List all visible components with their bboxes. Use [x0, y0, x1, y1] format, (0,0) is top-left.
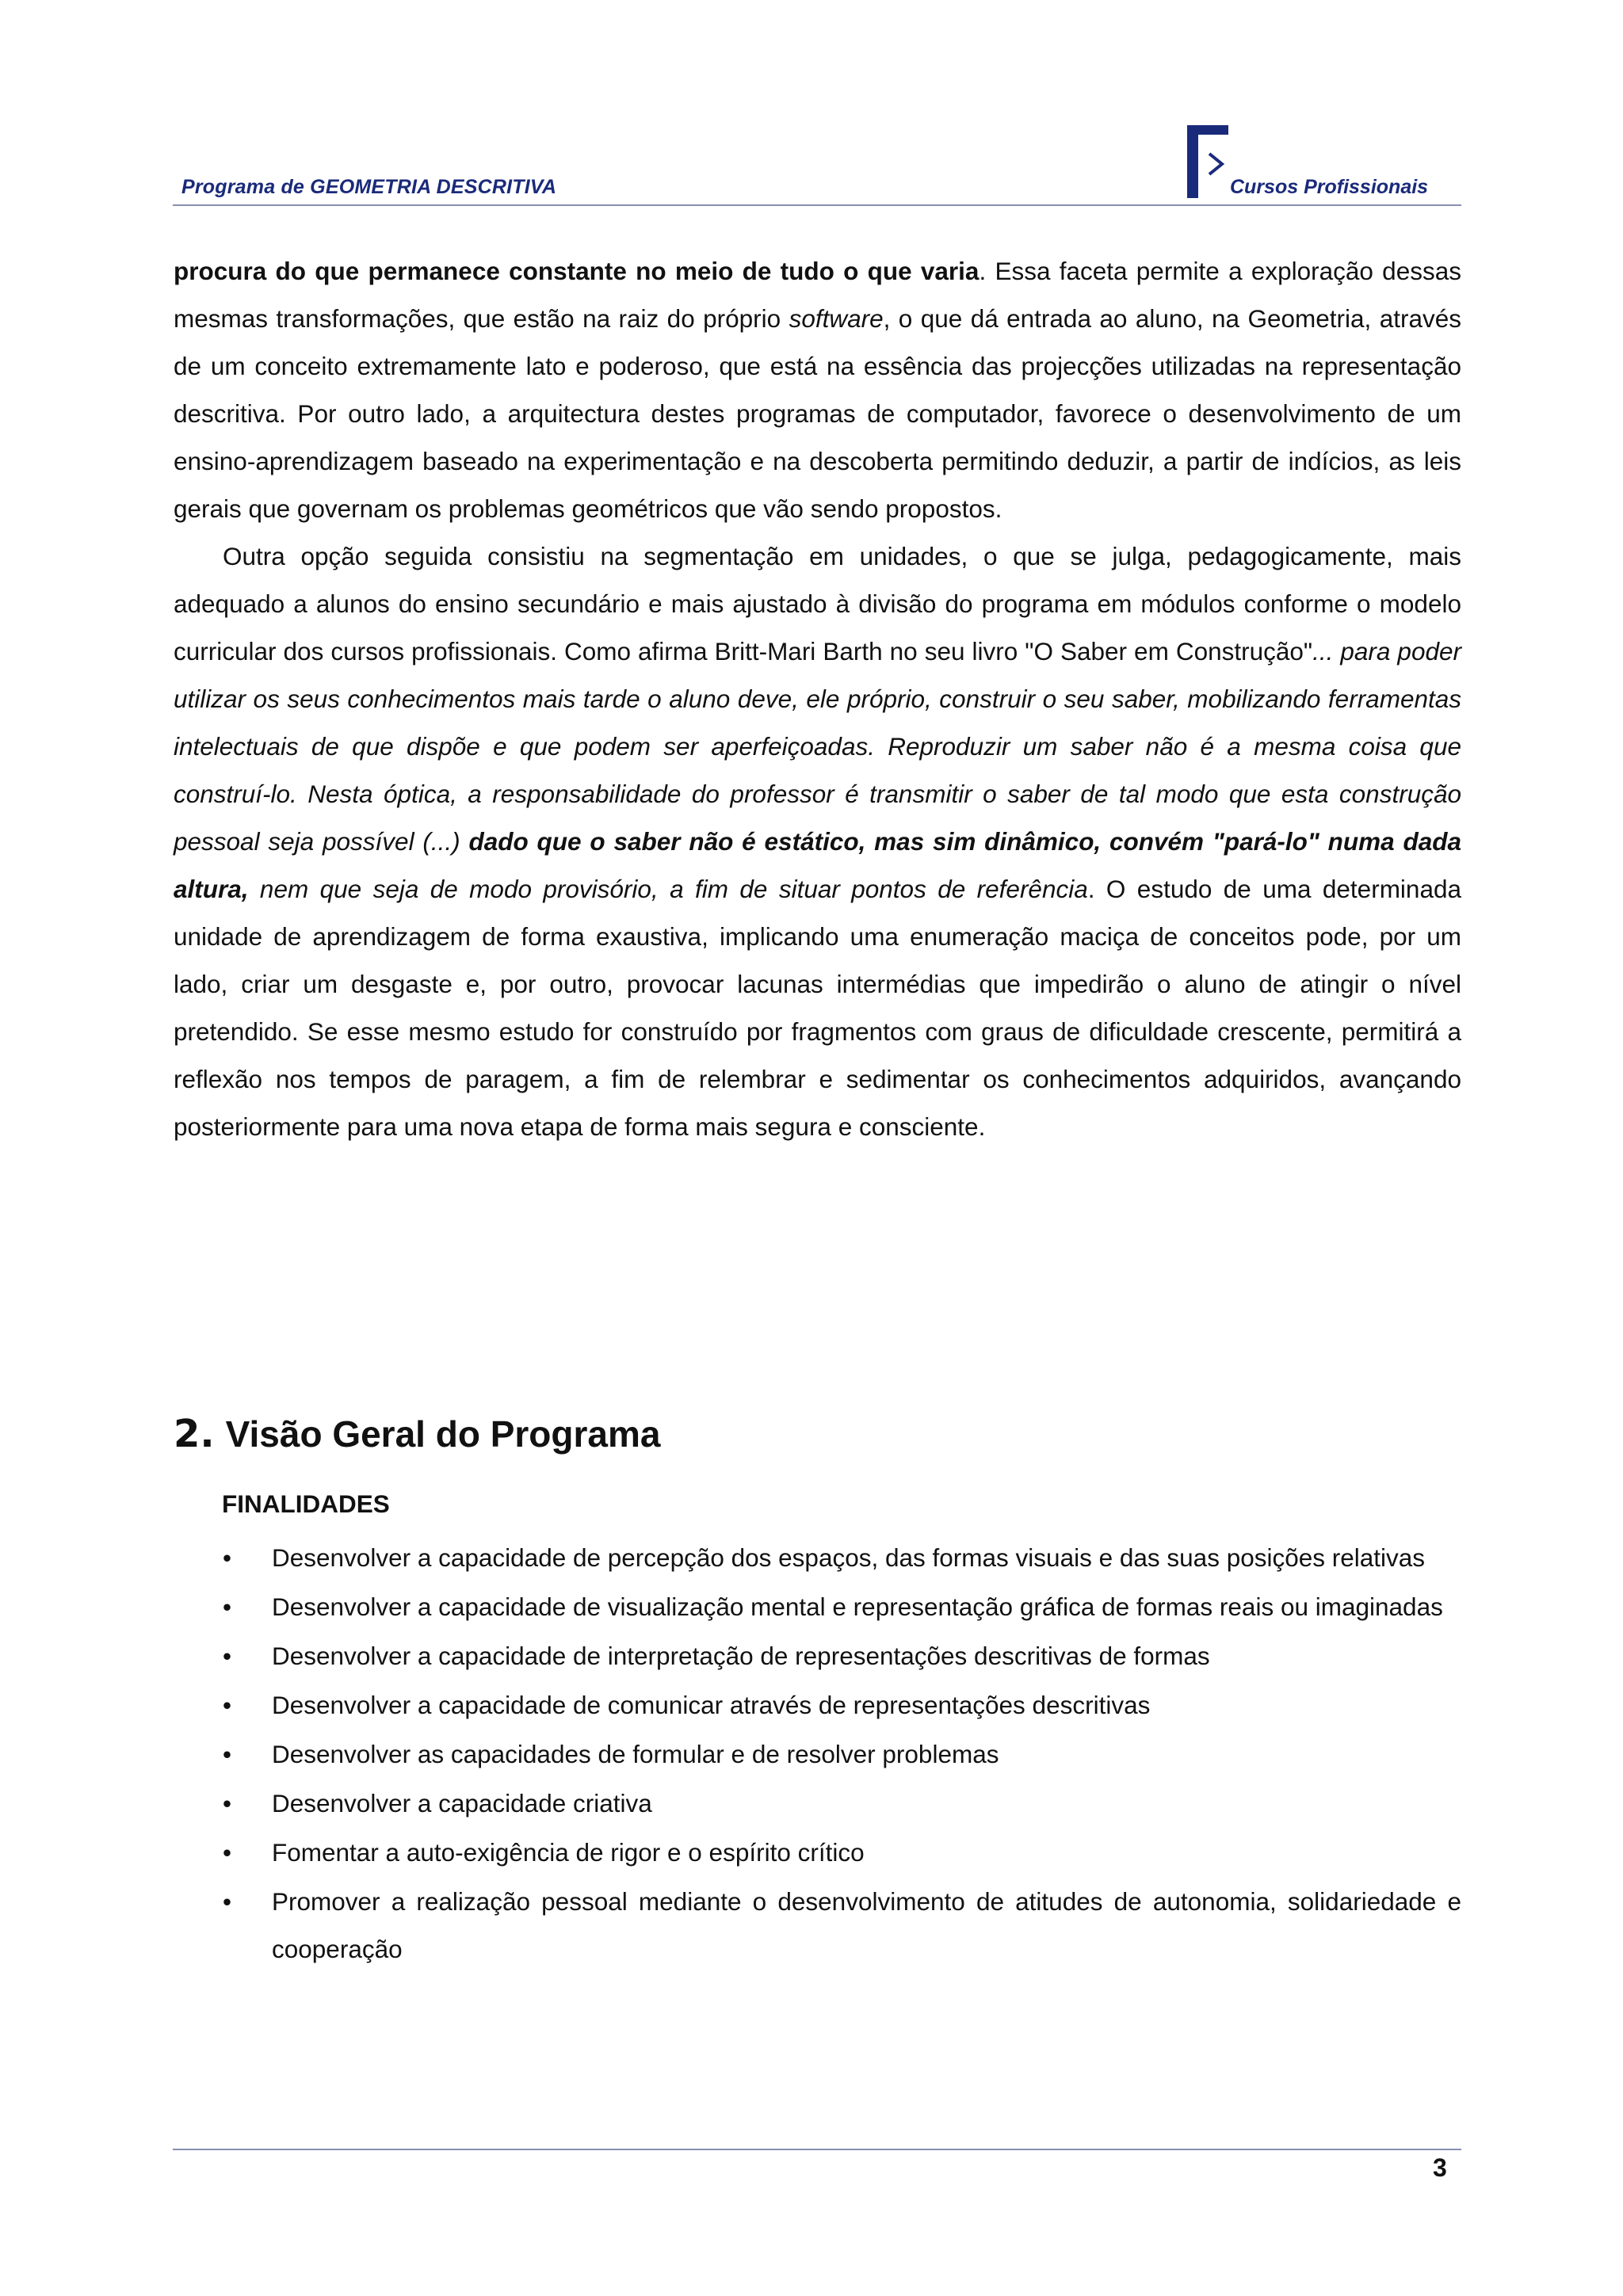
bullet-icon: • [223, 1543, 232, 1572]
paragraph-1 [174, 247, 1461, 532]
section-heading [174, 1412, 660, 1456]
bullet-icon: • [223, 1592, 232, 1621]
list-item: • Desenvolver a capacidade de interpretação de representações descritivas de formas [174, 1632, 1461, 1680]
paragraph-2-text-b: . O estudo de uma determinada unidade de aprendizagem de forma exaustiva, implicando uma enumeração maciça de conceitos pode, por um lado, criar um desgaste e, por outro, provocar lacunas intermédias que impedirão o aluno de atingir o nível pretendido. Se esse mesmo estudo for construído por fragmentos com graus de dificuldade crescente, permitirá a reflexão nos tempos de paragem, a fim de relembrar e sedimentar os conhecimentos adquiridos, avançando posteriormente para uma nova etapa de forma mais segura e consciente. [174, 875, 1462, 1141]
page-number: 3 [1433, 2153, 1447, 2182]
list-item: • Desenvolver a capacidade de comunicar através de representações descritivas [174, 1681, 1461, 1729]
paragraph-1-text-a: . Essa faceta permite a exploração dessas mesmas transformações, que estão na raiz do próprio [174, 257, 1461, 333]
header-program-title: Programa de GEOMETRIA DESCRITIVA [181, 176, 557, 198]
list-item: • Desenvolver a capacidade criativa [174, 1779, 1461, 1827]
footer-divider [173, 2149, 1461, 2150]
paragraph-1-bold: procura do que permanece constante no meio de tudo o que varia [174, 257, 980, 285]
list-item: • Desenvolver a capacidade de percepção dos espaços, das formas visuais e das suas posições relativas [174, 1534, 1461, 1581]
header-cursos-profissionais: Cursos Profissionais [1230, 176, 1429, 198]
paragraph-2-text-a: Outra opção seguida consistiu na segmentação em unidades, o que se julga, pedagogicamente, mais adequado a alunos do ensino secundário e mais ajustado à divisão do programa em módulos conforme o modelo curricular dos cursos profissionais. Como afirma Britt-Mari Barth no seu livro "O Saber em Construção" [174, 542, 1461, 666]
list-item: • Desenvolver as capacidades de formular e de resolver problemas [174, 1730, 1461, 1778]
finalidades-heading: FINALIDADES [222, 1489, 390, 1518]
finalidades-list [174, 1534, 1461, 1974]
bullet-icon: • [223, 1740, 232, 1768]
section-title: Visão Geral do Programa [225, 1413, 661, 1455]
bullet-icon: • [223, 1838, 232, 1867]
bullet-icon: • [223, 1691, 232, 1719]
paragraph-2-italic-quote-end: nem que seja de modo provisório, a fim de situar pontos de referência [248, 875, 1088, 903]
header-divider [173, 204, 1461, 206]
paragraph-2 [174, 532, 1461, 1150]
list-item: • Fomentar a auto-exigência de rigor e o espírito crítico [174, 1829, 1461, 1876]
list-item: • Desenvolver a capacidade de visualização mental e representação gráfica de formas reais ou imaginadas [174, 1583, 1461, 1630]
paragraph-2-bold-italic-quote: dado que o saber não é estático, mas sim dinâmico, convém "pará-lo" numa dada altura, [174, 827, 1461, 903]
bullet-icon: • [223, 1887, 232, 1916]
list-item: • Promover a realização pessoal mediante o desenvolvimento de atitudes de autonomia, solidariedade e cooperação [174, 1878, 1461, 1973]
cursos-profissionais-logo-icon [1187, 125, 1235, 198]
bullet-icon: • [223, 1642, 232, 1670]
section-number: 2. [174, 1412, 215, 1456]
paragraph-2-italic-quote: ... para poder utilizar os seus conhecimentos mais tarde o aluno deve, ele próprio, construir o seu saber, mobilizando ferramentas intelectuais de que dispõe e que podem ser aperfeiçoadas. Reproduzir um saber não é a mesma coisa que construí-lo. Nesta óptica, a responsabilidade do professor é transmitir o saber de tal modo que esta construção pessoal seja possível (...) [174, 637, 1461, 856]
paragraph-1-text-b: , o que dá entrada ao aluno, na Geometria, através de um conceito extremamente lato e poderoso, que está na essência das projecções utilizadas na representação descritiva. Por outro lado, a arquitectura destes programas de computador, favorece o desenvolvimento de um ensino-aprendizagem baseado na experimentação e na descoberta permitindo deduzir, a partir de indícios, as leis gerais que governam os problemas geométricos que vão sendo propostos. [174, 304, 1461, 523]
body-text [174, 247, 1461, 1150]
bullet-icon: • [223, 1789, 232, 1817]
paragraph-1-italic: software [789, 304, 884, 333]
